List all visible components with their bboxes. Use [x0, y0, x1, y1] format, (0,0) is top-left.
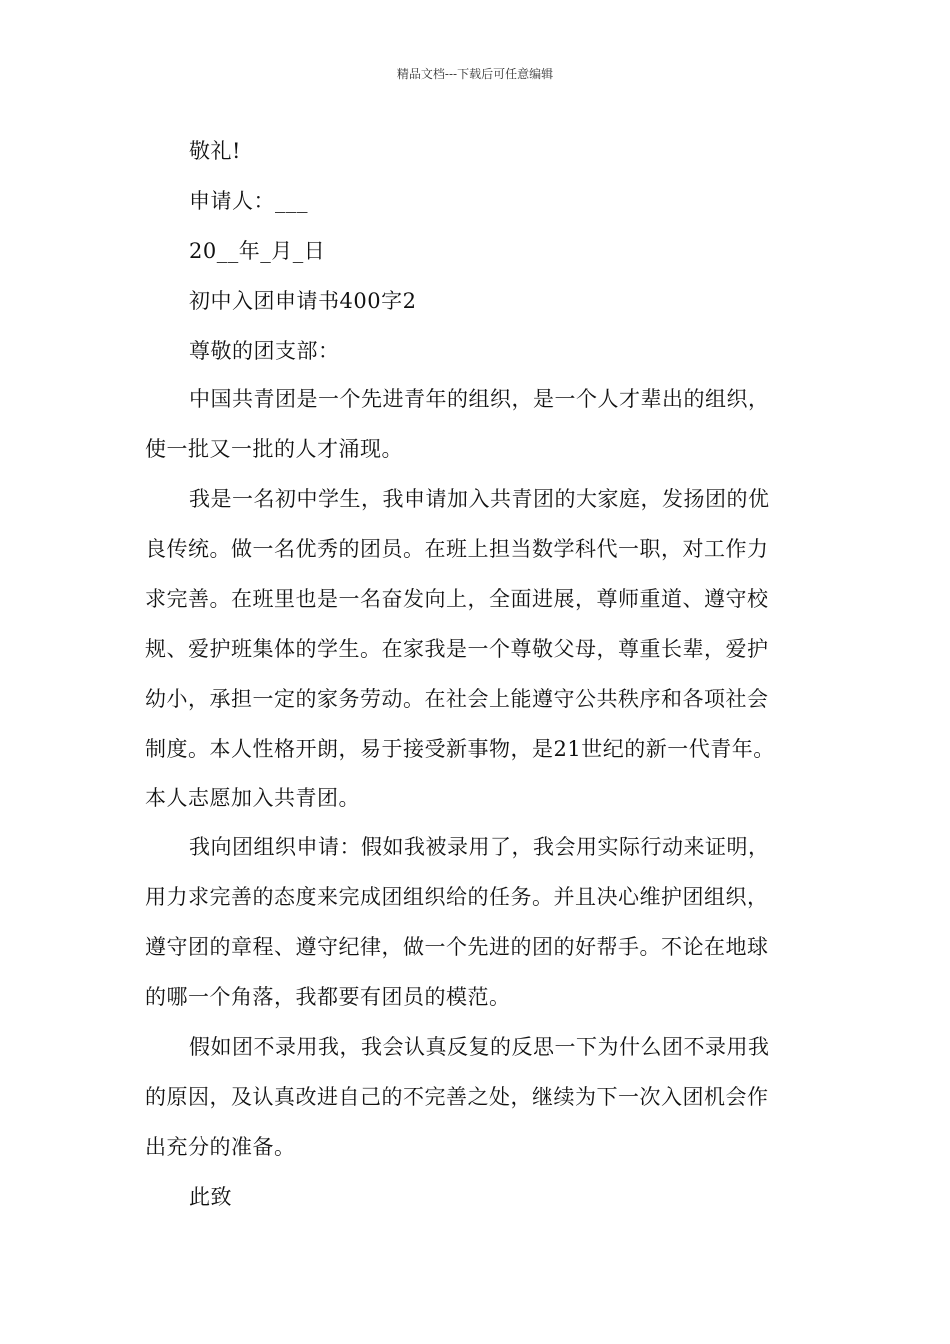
paragraph-line: 中国共青团是一个先进青年的组织，是一个人才辈出的组织，	[189, 387, 770, 411]
paragraph-line: 的哪一个角落，我都要有团员的模范。	[145, 985, 511, 1009]
paragraph-line: 使一批又一批的人才涌现。	[145, 437, 403, 461]
paragraph-line: 制度。本人性格开朗，易于接受新事物，是21世纪的新一代青年。	[145, 737, 775, 761]
date-line: 20__年_月_日	[189, 239, 326, 263]
paragraph-line: 幼小，承担一定的家务劳动。在社会上能遵守公共秩序和各项社会	[145, 687, 769, 711]
page-header: 精品文档---下载后可任意编辑	[396, 67, 554, 81]
paragraph-line: 的原因，及认真改进自己的不完善之处，继续为下一次入团机会作	[145, 1085, 769, 1109]
paragraph-line: 遵守团的章程、遵守纪律，做一个先进的团的好帮手。不论在地球	[145, 935, 769, 959]
paragraph-line: 出充分的准备。	[145, 1135, 296, 1159]
applicant-line: 申请人：___	[189, 189, 308, 213]
paragraph-line: 假如团不录用我，我会认真反复的反思一下为什么团不录用我	[189, 1035, 770, 1059]
greeting: 尊敬的团支部：	[189, 339, 340, 363]
salute-text: 敬礼!	[189, 139, 241, 163]
paragraph-line: 我是一名初中学生，我申请加入共青团的大家庭，发扬团的优	[189, 487, 770, 511]
paragraph-line: 本人志愿加入共青团。	[145, 786, 360, 810]
paragraph-line: 我向团组织申请：假如我被录用了，我会用实际行动来证明，	[189, 835, 770, 859]
paragraph-line: 良传统。做一名优秀的团员。在班上担当数学科代一职，对工作力	[145, 537, 769, 561]
paragraph-line: 规、爱护班集体的学生。在家我是一个尊敬父母，尊重长辈，爱护	[145, 637, 769, 661]
paragraph-line: 求完善。在班里也是一名奋发向上，全面进展，尊师重道、遵守校	[145, 587, 769, 611]
closing-text: 此致	[189, 1185, 232, 1209]
section-title: 初中入团申请书400字2	[189, 289, 417, 313]
paragraph-line: 用力求完善的态度来完成团组织给的任务。并且决心维护团组织，	[145, 885, 769, 909]
